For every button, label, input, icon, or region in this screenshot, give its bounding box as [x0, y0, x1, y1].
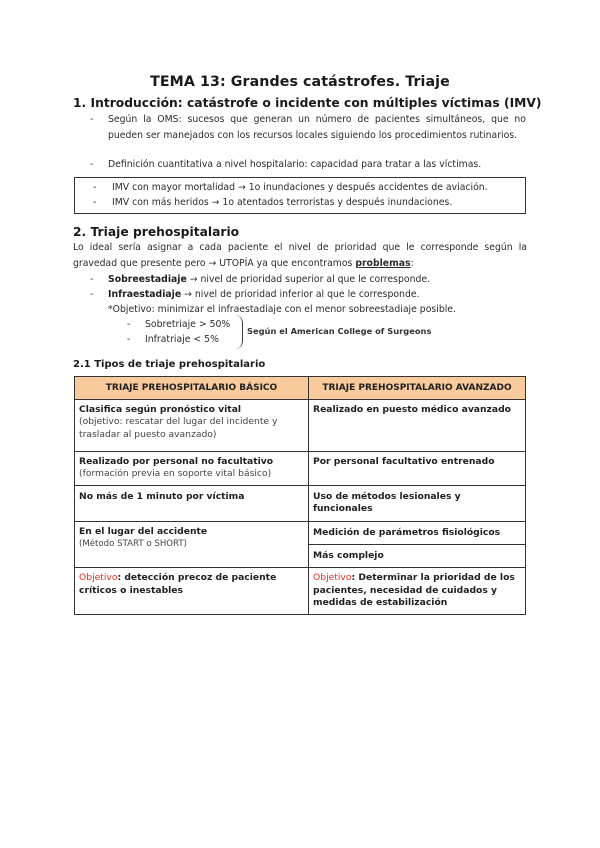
table-row — [75, 452, 526, 486]
list-item: - Sobreestadiaje → nivel de prioridad superior al que le corresponde. — [90, 274, 431, 285]
source-note: Según el American College of Surgeons — [247, 326, 432, 336]
table-cell: Medición de parámetros fisiológicos — [309, 521, 526, 544]
section1-heading: 1. Introducción: catástrofe o incidente con múltiples víctimas (IMV) — [73, 96, 542, 110]
table-cell: Por personal facultativo entrenado — [309, 452, 526, 486]
table-cell: Realizado en puesto médico avanzado — [309, 400, 526, 452]
list-item: - Infratriaje < 5% — [127, 334, 219, 345]
problems-emphasis: problemas — [355, 257, 411, 269]
section2-heading: 2. Triaje prehospitalario — [73, 225, 240, 239]
column-header-basic: TRIAJE PREHOSPITALARIO BÁSICO — [75, 377, 309, 400]
table-cell: En el lugar del accidente (Método START o SHORT) — [75, 521, 309, 568]
section21-heading: 2.1 Tipos de triaje prehospitalario — [73, 359, 266, 370]
table-cell: Uso de métodos lesionales y funcionales — [309, 485, 526, 521]
objective-label: Objetivo — [79, 572, 118, 584]
list-item: - IMV con mayor mortalidad → 1o inundaciones y después accidentes de aviación. — [93, 182, 488, 193]
section2-intro: Lo ideal sería asignar a cada paciente el nivel de prioridad que le corresponde según la gravedad que presente pero → UTOPÍA ya que encontramos problemas: — [73, 242, 527, 269]
page-title: TEMA 13: Grandes catástrofes. Triaje — [150, 74, 450, 90]
list-item: - Definición cuantitativa a nivel hospitalario: capacidad para tratar a las víctimas. — [90, 157, 526, 173]
table-row — [75, 521, 526, 544]
callout-box — [74, 177, 526, 214]
triage-table — [74, 376, 526, 615]
table-cell: No más de 1 minuto por víctima — [75, 485, 309, 521]
objective-label: Objetivo — [313, 572, 352, 584]
table-cell: Objetivo: detección precoz de paciente críticos o inestables — [75, 568, 309, 614]
table-cell: Más complejo — [309, 545, 526, 568]
bullet-dash: - — [90, 114, 94, 125]
brace-bracket — [234, 315, 243, 349]
table-row — [75, 400, 526, 452]
table-row — [75, 568, 526, 614]
column-header-advanced: TRIAJE PREHOSPITALARIO AVANZADO — [309, 377, 526, 400]
table-cell: Clasifica según pronóstico vital (objetivo: rescatar del lugar del incidente y trasladar al puesto avanzado) — [75, 400, 309, 452]
objective-note: *Objetivo: minimizar el infraestadiaje con el menor sobreestadiaje posible. — [108, 304, 456, 315]
table-cell: Objetivo: Determinar la prioridad de los pacientes, necesidad de cuidados y medidas de estabilización — [309, 568, 526, 614]
table-row — [75, 485, 526, 521]
list-item: - Infraestadiaje → nivel de prioridad inferior al que le corresponde. — [90, 289, 420, 300]
list-item: - IMV con más heridos → 1o atentados terroristas y después inundaciones. — [93, 197, 453, 208]
list-item: - Según la OMS: sucesos que generan un número de pacientes simultáneos, que no pueden ser manejados con los recursos locales siguiendo los procedimientos rutinarios. — [90, 114, 526, 141]
bullet-dash: - — [90, 159, 94, 170]
table-header-row — [75, 377, 526, 400]
table-cell: Realizado por personal no facultativo (formación previa en soporte vital básico) — [75, 452, 309, 486]
list-item: - Sobretriaje > 50% — [127, 319, 231, 330]
